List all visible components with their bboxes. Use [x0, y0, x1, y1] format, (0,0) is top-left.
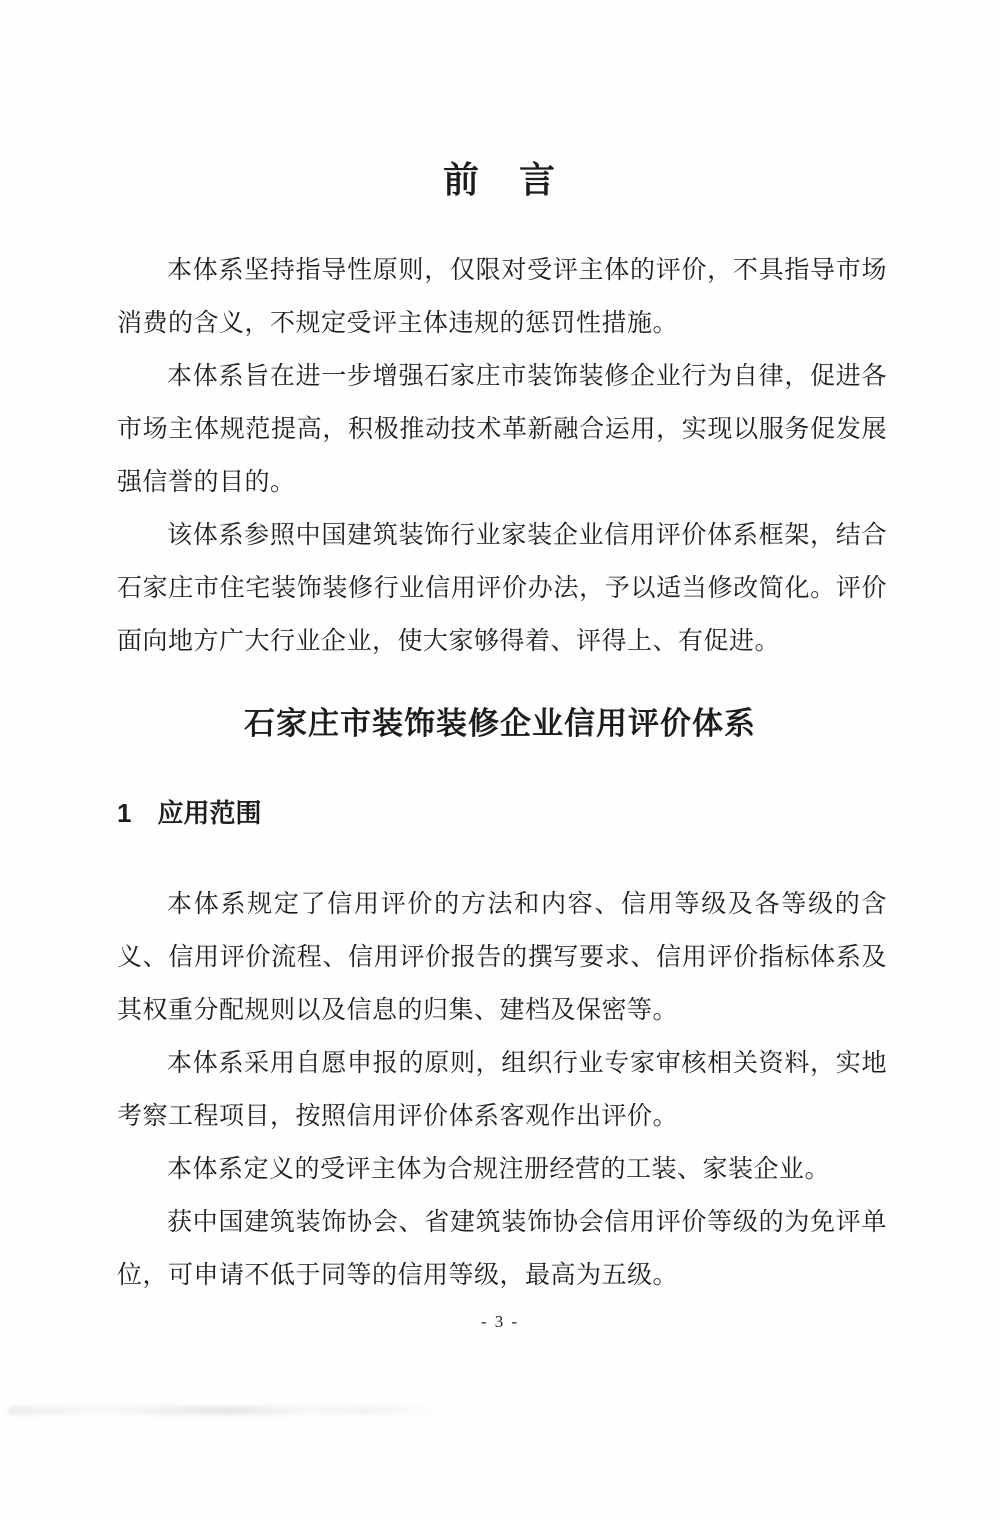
section-paragraph: 获中国建筑装饰协会、省建筑装饰协会信用评价等级的为免评单位，可申请不低于同等的信用等级，最高为五级。 — [117, 1209, 887, 1289]
scan-artifact-smudge — [8, 1406, 443, 1415]
preface-paragraph: 本体系旨在进一步增强石家庄市装饰装修企业行为自律，促进各市场主体规范提高，积极推动技术革新融合运用，实现以服务促发展强信誉的目的。 — [117, 363, 887, 496]
section-heading-application-scope: 1 应用范围 — [117, 798, 262, 828]
section-paragraph: 本体系定义的受评主体为合规注册经营的工装、家装企业。 — [167, 1156, 831, 1183]
section-paragraph: 本体系规定了信用评价的方法和内容、信用等级及各等级的含义、信用评价流程、信用评价报告的撰写要求、信用评价指标体系及其权重分配规则以及信息的归集、建档及保密等。 — [117, 891, 887, 1024]
document-title: 石家庄市装饰装修企业信用评价体系 — [244, 706, 756, 741]
preface-paragraph: 该体系参照中国建筑装饰行业家装企业信用评价体系框架，结合石家庄市住宅装饰装修行业信用评价办法，予以适当修改简化。评价面向地方广大行业企业，使大家够得着、评得上、有促进。 — [117, 522, 887, 655]
section-body — [117, 878, 887, 1302]
section-paragraph: 本体系采用自愿申报的原则，组织行业专家审核相关资料，实地考察工程项目，按照信用评价体系客观作出评价。 — [117, 1050, 887, 1130]
page-number: - 3 - — [480, 1312, 520, 1331]
preface-title: 前 言 — [442, 159, 557, 200]
preface-paragraph: 本体系坚持指导性原则，仅限对受评主体的评价，不具指导市场消费的含义，不规定受评主体违规的惩罚性措施。 — [117, 257, 887, 337]
preface-body — [117, 244, 887, 668]
